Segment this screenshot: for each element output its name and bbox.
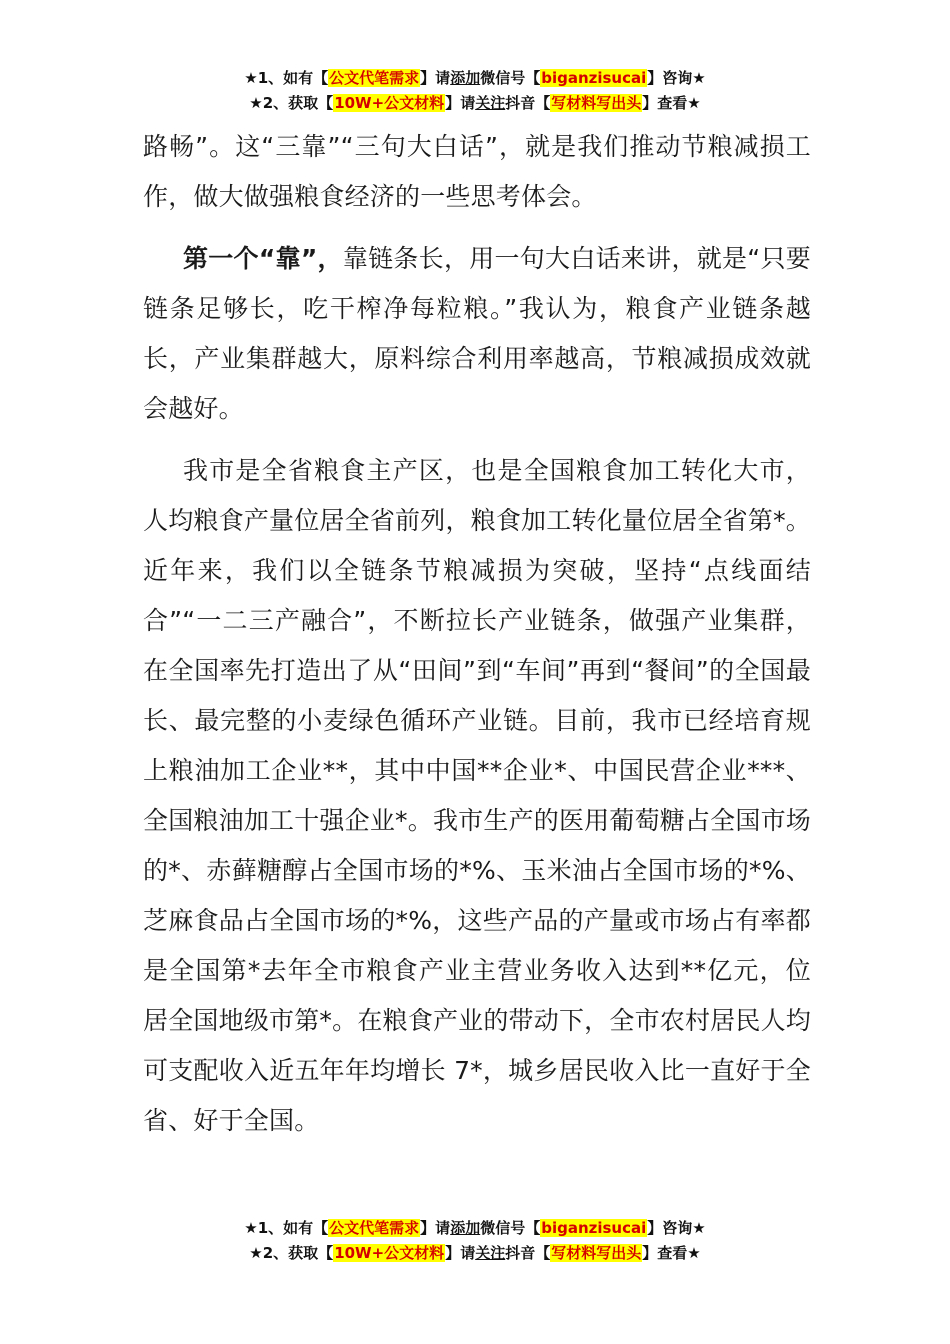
banner-line-2: ★2、获取【10W+公文材料】请关注抖音【写材料写出头】查看★ (249, 94, 701, 112)
highlight-wechat-id: biganzisucai (541, 69, 647, 87)
banner-line-1: ★1、如有【公文代笔需求】请添加微信号【biganzisucai】咨询★ (244, 1219, 706, 1237)
paragraph-3: 我市是全省粮食主产区，也是全国粮食加工转化大市，人均粮食产量位居全省前列，粮食加工转化量位居全省第*。近年来，我们以全链条节粮减损为突破，坚持“点线面结合”“一二三产融合”，不断拉长产业链条，做强产业集群，在全国率先打造出了从“田间”到“车间”再到“餐间”的全国最长、最完整的小麦绿色循环产业链。目前，我市已经培育规上粮油加工企业**，其中中国**企业*、中国民营企业***、全国粮油加工十强企业*。我市生产的医用葡萄糖占全国市场的*、赤藓糖醇占全国市场的*%、玉米油占全国市场的*%、芝麻食品占全国市场的*%，这些产品的产量或市场占有率都是全国第*去年全市粮食产业主营业务收入达到**亿元，位居全国地级市第*。在粮食产业的带动下，全市农村居民人均可支配收入近五年年均增长 7*，城乡居民收入比一直好于全省、好于全国。 (143, 456, 811, 1135)
paragraph-2-lead: 第一个“靠”， (183, 244, 343, 273)
paragraph-2 (143, 234, 811, 434)
footer-banner (0, 1216, 950, 1266)
banner-line-2: ★2、获取【10W+公文材料】请关注抖音【写材料写出头】查看★ (249, 1244, 701, 1262)
document-body (143, 122, 811, 1146)
paragraph-2-text: 靠链条长，用一句大白话来讲，就是“只要链条足够长，吃干榨净每粒粮。”我认为，粮食产业链条越长，产业集群越大，原料综合利用率越高，节粮减损成效就会越好。 (143, 244, 811, 423)
highlight-service: 公文代笔需求 (329, 1219, 420, 1237)
paragraph-1: 路畅”。这“三靠”“三句大白话”，就是我们推动节粮减损工作，做大做强粮食经济的一些思考体会。 (143, 132, 811, 211)
header-banner (0, 66, 950, 116)
highlight-douyin: 写材料写出头 (551, 1244, 642, 1262)
highlight-douyin: 写材料写出头 (551, 94, 642, 112)
highlight-service: 公文代笔需求 (329, 69, 420, 87)
highlight-materials: 10W+公文材料 (334, 94, 445, 112)
banner-line-1: ★1、如有【公文代笔需求】请添加微信号【biganzisucai】咨询★ (244, 69, 706, 87)
highlight-materials: 10W+公文材料 (334, 1244, 445, 1262)
highlight-wechat-id: biganzisucai (541, 1219, 647, 1237)
